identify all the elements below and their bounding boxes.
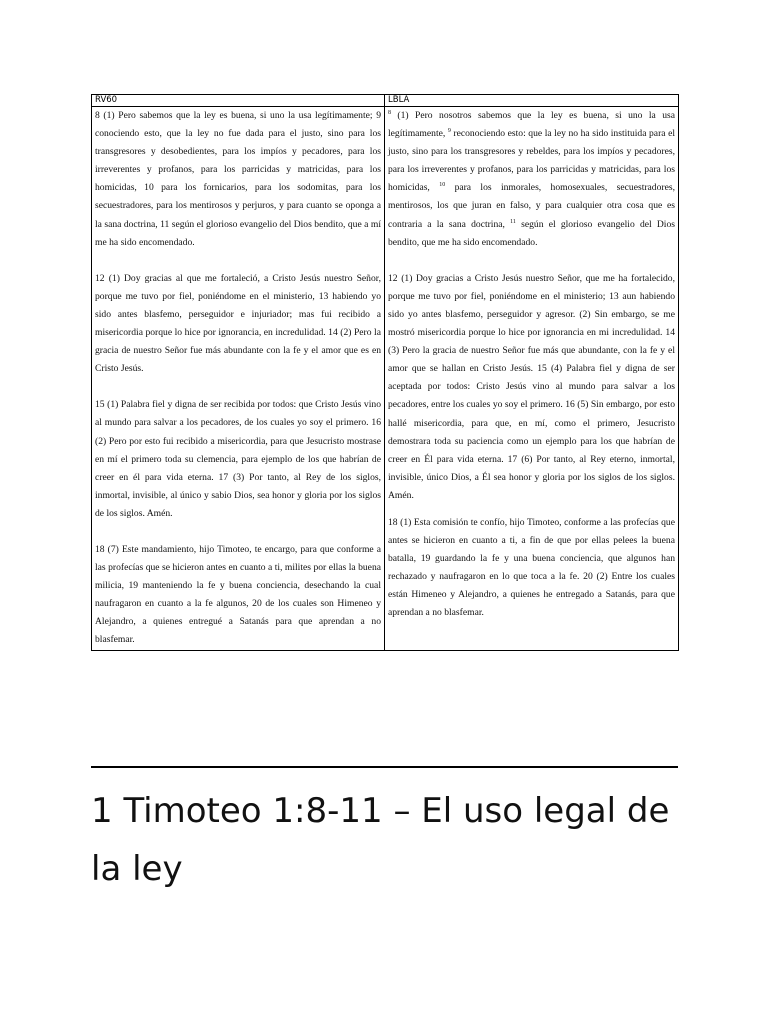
column-header-lbla: LBLA: [385, 95, 679, 107]
lbla-paragraph: 12 (1) Doy gracias a Cristo Jesús nuestro Señor, que me ha fortalecido, porque me tuvo por fiel, poniéndome en el ministerio; 13 aun habiendo sido yo antes blasfemo, perseguidor y agresor. (2) Sin embargo, se me mostró misericordia porque lo hice por ignorancia en mi incredulidad. 14 (3) Pero la gracia de nuestro Señor fue más que abundante, con la fe y el amor que se hallan en Cristo Jesús. 15 (4) Palabra fiel y digna de ser aceptada por todos: Cristo Jesús vino al mundo para salvar a los pecadores, entre los cuales yo soy el primero. 16 (5) Sin embargo, por esto hallé misericordia, para que, en mí, como el primero, Jesucristo demostrara toda su paciencia como un ejemplo para los que habrían de creer en Él para vida eterna. 17 (6) Por tanto, al Rey eterno, inmortal, invisible, único Dios, a Él sea honor y gloria por los siglos de los siglos. Amén.: [388, 272, 675, 501]
rv60-paragraph: 15 (1) Palabra fiel y digna de ser recibida por todos: que Cristo Jesús vino al mundo para salvar a los pecadores, de los cuales yo soy el primero. 16 (2) Pero por esto fui recibido a misericordia, para que Jesucristo mostrase en mí el primero toda su clemencia, para ejemplo de los que habrían de creer en él para vida eterna. 17 (3) Por tanto, al Rey de los siglos, inmortal, invisible, al único y sabio Dios, sea honor y gloria por los siglos de los siglos. Amén.: [95, 399, 381, 519]
verse-text: (1) Pero nosotros sabemos que la ley es buena, si uno la usa legítimamente,: [388, 110, 675, 140]
verse-text: según el glorioso evangelio del Dios bendito, que me ha sido encomendado.: [388, 218, 675, 248]
table-body-row: [92, 107, 679, 651]
verse-text: reconociendo esto: que la ley no ha sido instituida para el justo, sino para los transgresores y rebeldes, para los impíos y pecadores, para los irreverentes y profanos, para los parricidas y matricidas, para los homicidas,: [388, 128, 675, 194]
lbla-text-cell: [385, 107, 679, 651]
verse-text: para los inmorales, homosexuales, secuestradores, mentirosos, los que juran en falso, y para cualquier otra cosa que es contraria a la sana doctrina,: [388, 182, 675, 230]
paragraph-spacer: [388, 252, 675, 270]
translation-comparison-table: [91, 94, 679, 651]
column-header-rv60: RV60: [92, 95, 385, 107]
rv60-paragraph: 12 (1) Doy gracias al que me fortaleció, a Cristo Jesús nuestro Señor, porque me tuvo por fiel, poniéndome en el ministerio, 13 habiendo yo sido antes blasfemo, perseguidor e injuriador; mas fui recibido a misericordia porque lo hice por ignorancia, en incredulidad. 14 (2) Pero la gracia de nuestro Señor fue más abundante con la fe y el amor que es en Cristo Jesús.: [95, 272, 381, 375]
verse-number: 8: [388, 109, 391, 116]
paragraph-spacer: [388, 505, 675, 514]
horizontal-rule: [91, 766, 678, 768]
verse-number: 10: [439, 182, 446, 189]
rv60-text-cell: [92, 107, 385, 651]
lbla-paragraph: 18 (1) Esta comisión te confío, hijo Timoteo, conforme a las profecías que antes se hicieron en cuanto a ti, a fin de que por ellas pelees la buena batalla, 19 guardando la fe y una buena conciencia, que algunos han rechazado y naufragaron en lo que toca a la fe. 20 (2) Entre los cuales están Himeneo y Alejandro, a quienes he entregado a Satanás, para que aprendan a no blasfemar.: [388, 516, 675, 619]
table-header-row: [92, 95, 679, 107]
lbla-paragraph: [388, 107, 675, 252]
rv60-paragraph: 18 (7) Este mandamiento, hijo Timoteo, te encargo, para que conforme a las profecías que se hicieron antes en cuanto a ti, milites por ellas la buena milicia, 19 manteniendo la fe y buena conciencia, desechando la cual naufragaron en cuanto a la fe algunos, 20 de los cuales son Himeneo y Alejandro, a quienes entregué a Satanás para que aprendan a no blasfemar.: [95, 543, 381, 646]
verse-number: 9: [447, 127, 451, 134]
rv60-paragraph: 8 (1) Pero sabemos que la ley es buena, si uno la usa legítimamente; 9 conociendo esto, que la ley no fue dada para el justo, sino para los transgresores y desobedientes, para los impíos y pecadores, para los irreverentes y profanos, para los parricidas y matricidas, para los homicidas, 10 para los fornicarios, para los sodomitas, para los secuestradores, para los mentirosos y perjuros, y para cuanto se oponga a la sana doctrina, 11 según el glorioso evangelio del Dios bendito, que a mí me ha sido encomendado.: [95, 110, 381, 248]
paragraph-spacer: [95, 523, 381, 541]
paragraph-spacer: [95, 252, 381, 270]
verse-number: 11: [510, 218, 516, 225]
section-heading: 1 Timoteo 1:8-11 – El uso legal de la ley: [91, 791, 670, 889]
paragraph-spacer: [95, 378, 381, 396]
